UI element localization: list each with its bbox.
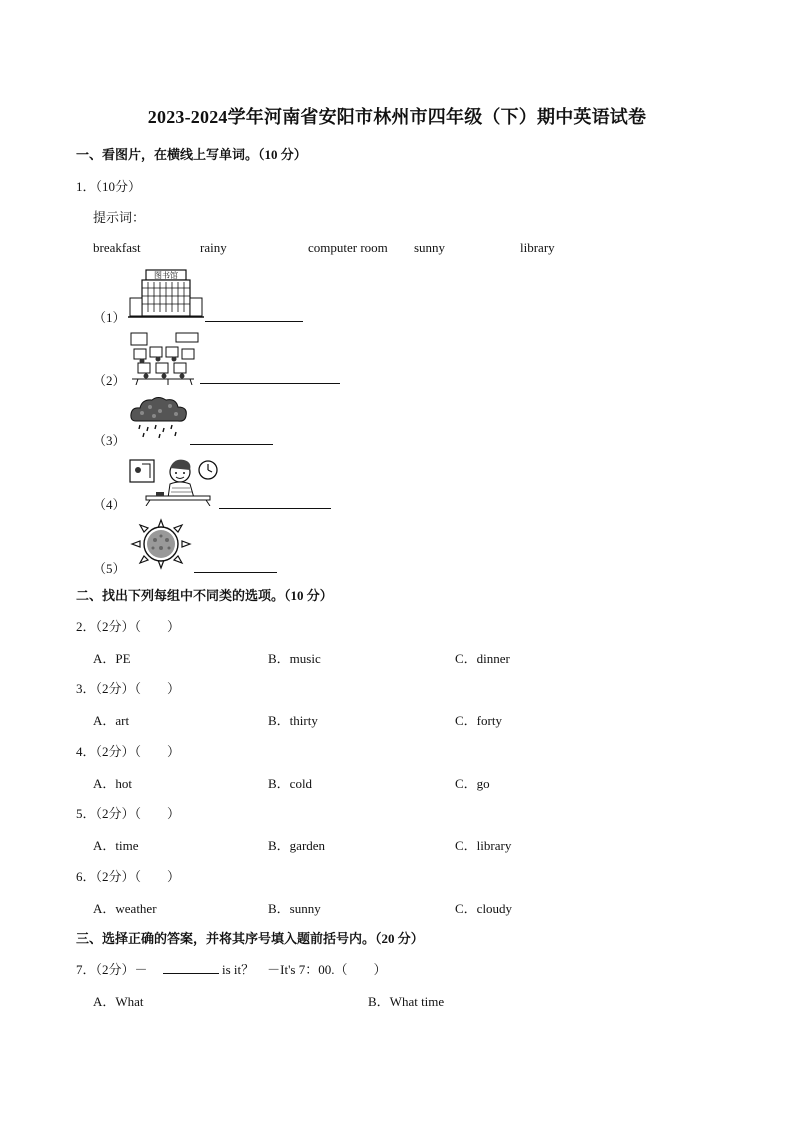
hint-word-sunny: sunny <box>414 240 446 255</box>
computer-room-icon <box>128 331 200 385</box>
section-3-heading: 三、选择正确的答案，并将其序号填入题前括号内。（20 分） <box>76 931 424 946</box>
hint-label: 提示词： <box>93 210 146 225</box>
question-7-text: is it？ －It's 7：00.（ ） <box>222 962 387 977</box>
hint-word-breakfast: breakfast <box>93 240 141 255</box>
question-4-option-c[interactable]: C．go <box>455 776 490 791</box>
item-5-label: （5） <box>93 561 126 576</box>
question-2-number: 2．（2分）（ ） <box>76 619 181 634</box>
question-4-option-b[interactable]: B．cold <box>268 776 313 791</box>
hint-word-library: library <box>520 240 555 255</box>
question-3-option-b[interactable]: B．thirty <box>268 713 318 728</box>
library-building-icon <box>128 268 204 320</box>
question-6-option-c[interactable]: C．cloudy <box>455 901 513 916</box>
section-2-heading: 二、找出下列每组中不同类的选项。（10 分） <box>76 588 333 603</box>
library-sign-text: 图书馆 <box>154 271 178 280</box>
section-1-heading: 一、看图片，在横线上写单词。（10 分） <box>76 147 307 162</box>
hint-word-computer-room: computer room <box>308 240 388 255</box>
answer-blank-3[interactable] <box>190 444 273 445</box>
question-4-number: 4．（2分）（ ） <box>76 744 181 759</box>
answer-blank-4[interactable] <box>219 508 331 509</box>
question-5-option-a[interactable]: A．time <box>93 838 139 853</box>
answer-blank-2[interactable] <box>200 383 340 384</box>
answer-blank-5[interactable] <box>194 572 277 573</box>
question-3-option-c[interactable]: C．forty <box>455 713 502 728</box>
question-7-option-a[interactable]: A．What <box>93 994 144 1009</box>
question-5-number: 5．（2分）（ ） <box>76 806 181 821</box>
item-4-label: （4） <box>93 497 126 512</box>
item-3-label: （3） <box>93 433 126 448</box>
question-7-blank[interactable] <box>163 973 219 974</box>
question-7-number: 7．（2分）－ <box>76 962 148 977</box>
question-1-label: 1．（10分） <box>76 179 142 194</box>
answer-blank-1[interactable] <box>205 321 303 322</box>
page-title: 2023-2024学年河南省安阳市林州市四年级（下）期中英语试卷 <box>147 107 647 127</box>
question-3-number: 3．（2分）（ ） <box>76 681 181 696</box>
item-1-label: （1） <box>93 310 126 325</box>
question-2-option-a[interactable]: A．PE <box>93 651 131 666</box>
question-6-option-a[interactable]: A．weather <box>93 901 157 916</box>
question-5-option-b[interactable]: B．garden <box>268 838 326 853</box>
question-6-option-b[interactable]: B．sunny <box>268 901 321 916</box>
hint-word-rainy: rainy <box>200 240 227 255</box>
question-2-option-b[interactable]: B．music <box>268 651 321 666</box>
question-2-option-c[interactable]: C．dinner <box>455 651 510 666</box>
sun-icon <box>128 518 194 570</box>
question-7-option-b[interactable]: B．What time <box>368 994 445 1009</box>
boy-breakfast-icon <box>128 456 220 506</box>
question-5-option-c[interactable]: C．library <box>455 838 512 853</box>
item-2-label: （2） <box>93 373 126 388</box>
question-4-option-a[interactable]: A．hot <box>93 776 133 791</box>
question-6-number: 6．（2分）（ ） <box>76 869 181 884</box>
rain-cloud-icon <box>128 395 190 441</box>
question-3-option-a[interactable]: A．art <box>93 713 130 728</box>
